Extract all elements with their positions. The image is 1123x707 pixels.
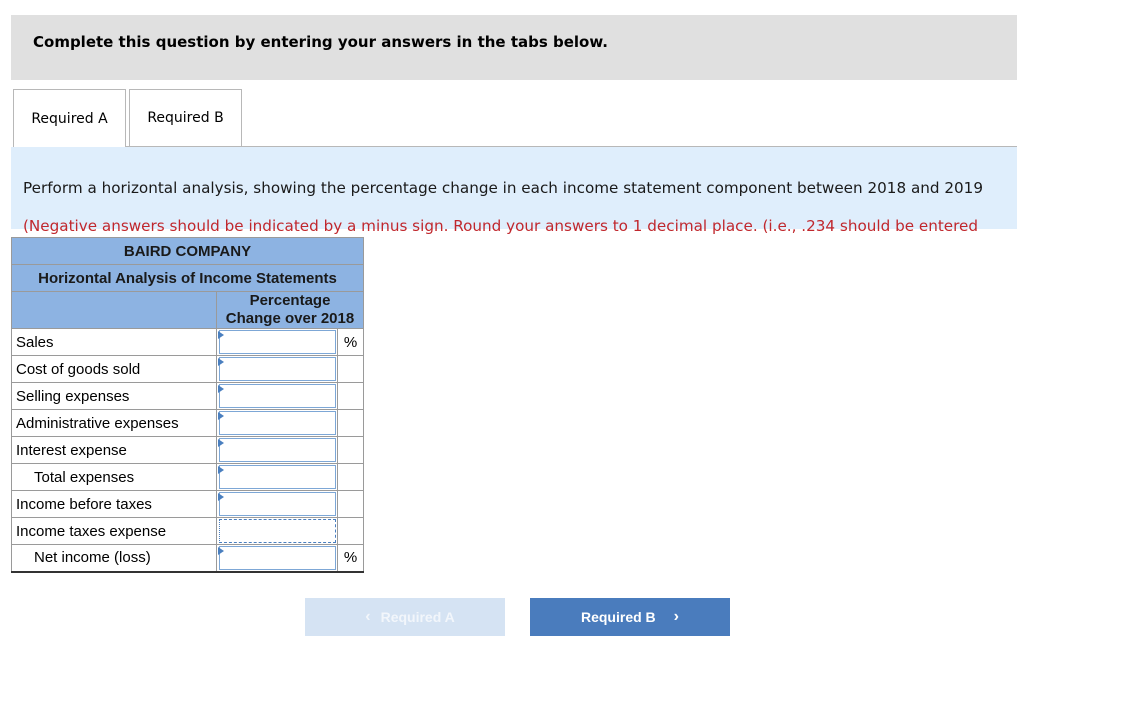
banner-text: Complete this question by entering your answers in the tabs below. [33, 33, 608, 51]
table-row [12, 518, 364, 545]
tab-label: Required A [31, 111, 108, 127]
percent-cell-empty [338, 410, 364, 437]
company-name: BAIRD COMPANY [12, 238, 364, 265]
instruction-text: Perform a horizontal analysis, showing the percentage change in each income statement component between 2018 and 2019 [23, 179, 984, 197]
label-column-header [12, 292, 217, 329]
row-label-net-income: Net income (loss) [12, 545, 217, 572]
row-label-interest: Interest expense [12, 437, 217, 464]
selling-percent-input[interactable] [217, 383, 338, 410]
percent-sign: % [338, 329, 364, 356]
row-label-cogs: Cost of goods sold [12, 356, 217, 383]
percent-cell-empty [338, 518, 364, 545]
table-row [12, 437, 364, 464]
table-row [12, 491, 364, 518]
percent-cell-empty [338, 383, 364, 410]
table-title: Horizontal Analysis of Income Statements [12, 265, 364, 292]
next-button[interactable] [530, 598, 730, 636]
percent-cell-empty [338, 437, 364, 464]
cell-marker-icon [218, 466, 224, 474]
column-header-line-2: Change over 2018 [225, 310, 355, 327]
row-label-admin: Administrative expenses [12, 410, 217, 437]
table-row [12, 545, 364, 572]
cell-marker-icon [218, 493, 224, 501]
tab-label: Required B [147, 110, 224, 126]
percentage-column-header [217, 292, 364, 329]
cell-marker-icon [218, 385, 224, 393]
chevron-right-icon: › [673, 608, 679, 625]
table-row [12, 410, 364, 437]
chevron-left-icon: ‹ [365, 608, 371, 625]
table-row [12, 329, 364, 356]
cell-marker-icon [218, 358, 224, 366]
table-row [12, 464, 364, 491]
cogs-percent-input[interactable] [217, 356, 338, 383]
prev-button-label: Required A [380, 609, 455, 625]
row-label-income-before-taxes: Income before taxes [12, 491, 217, 518]
income-taxes-percent-input[interactable] [217, 518, 338, 545]
prev-button[interactable] [305, 598, 505, 636]
cell-marker-icon [218, 331, 224, 339]
net-income-percent-input[interactable] [217, 545, 338, 572]
sales-percent-input[interactable] [217, 329, 338, 356]
table-row [12, 356, 364, 383]
row-label-income-taxes: Income taxes expense [12, 518, 217, 545]
interest-percent-input[interactable] [217, 437, 338, 464]
row-label-sales: Sales [12, 329, 217, 356]
cell-marker-icon [218, 412, 224, 420]
percent-cell-empty [338, 491, 364, 518]
table-row [12, 383, 364, 410]
percent-sign: % [338, 545, 364, 572]
percent-cell-empty [338, 464, 364, 491]
row-label-total-expenses: Total expenses [12, 464, 217, 491]
income-before-taxes-percent-input[interactable] [217, 491, 338, 518]
instruction-note: (Negative answers should be indicated by a minus sign. Round your answers to 1 decimal place. (i.e., .234 should be entered [23, 217, 979, 235]
percent-cell-empty [338, 356, 364, 383]
horizontal-analysis-table [11, 237, 364, 573]
admin-percent-input[interactable] [217, 410, 338, 437]
cell-marker-icon [218, 547, 224, 555]
cell-marker-icon [218, 439, 224, 447]
instructions-panel [11, 147, 1017, 235]
row-label-selling: Selling expenses [12, 383, 217, 410]
question-banner [11, 15, 1017, 80]
tab-required-b[interactable] [129, 89, 242, 147]
next-button-label: Required B [580, 609, 656, 625]
tab-required-a[interactable] [13, 89, 126, 148]
total-expenses-percent-input[interactable] [217, 464, 338, 491]
column-header-line-1: Percentage [249, 292, 331, 309]
